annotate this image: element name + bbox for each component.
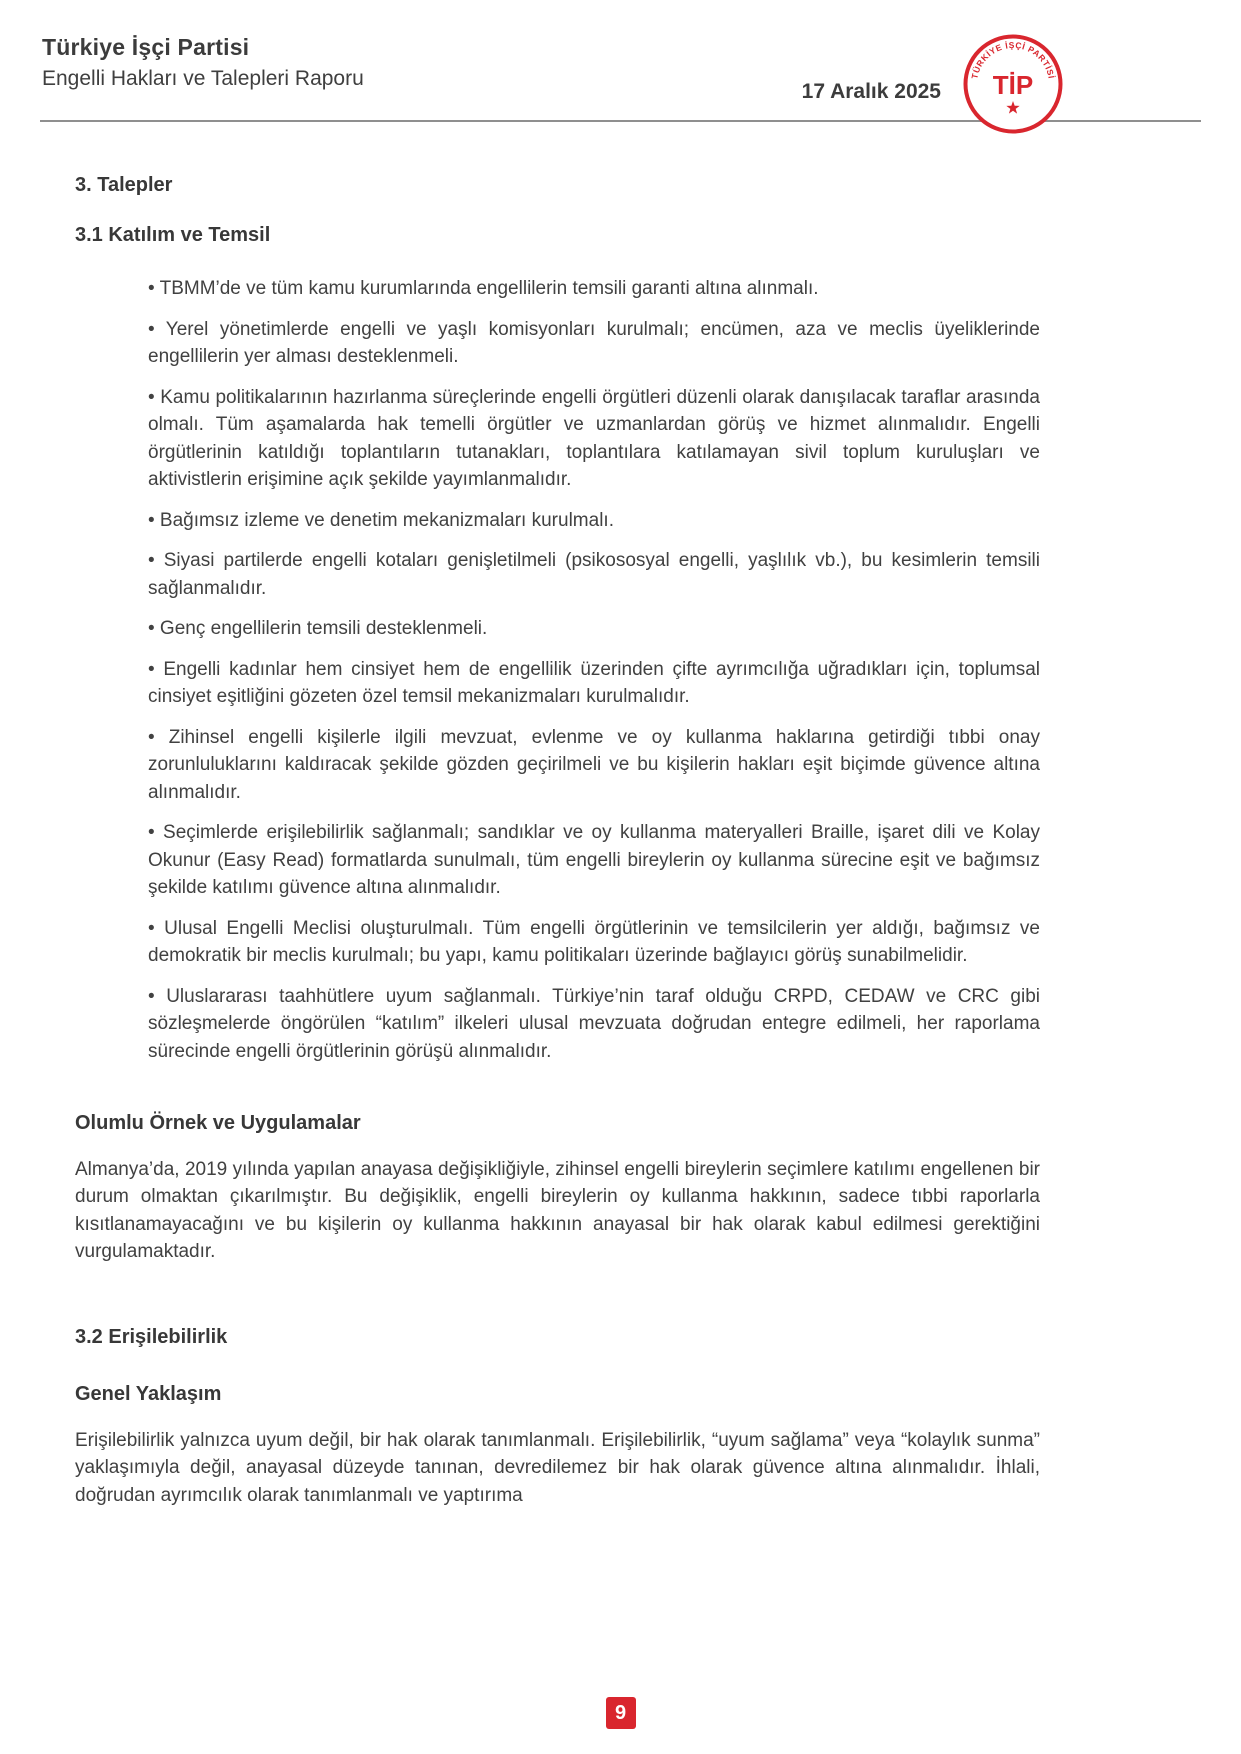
subsection-heading-erisilebilirlik: 3.2 Erişilebilirlik <box>75 1325 228 1348</box>
bullet-item: • Siyasi partilerde engelli kotaları genişletilmeli (psikososyal engelli, yaşlılık vb.), bu kesimlerin temsili sağlanmalıdır. <box>148 550 1040 599</box>
org-name: Türkiye İşçi Partisi <box>42 34 250 60</box>
bullet-item: • Genç engellilerin temsili desteklenmeli. <box>148 618 488 639</box>
page-number-badge: 9 <box>606 1697 636 1729</box>
bullet-item: • Engelli kadınlar hem cinsiyet hem de engellilik üzerinden çifte ayrımcılığa uğradıkları için, toplumsal cinsiyet eşitliğini gözeten özel temsil mekanizmaları kurulmalıdır. <box>148 658 1040 707</box>
bullet-item: • TBMM’de ve tüm kamu kurumlarında engellilerin temsili garanti altına alınmalı. <box>148 278 819 299</box>
report-title: Engelli Hakları ve Talepleri Raporu <box>42 67 364 90</box>
page-header <box>0 0 1241 134</box>
bullet-item: • Ulusal Engelli Meclisi oluşturulmalı. Tüm engelli örgütlerinin ve temsilcilerin yer aldığı, bağımsız ve demokratik bir meclis kurulmalı; bu yapı, kamu politikaları üzerinde bağlayıcı görüş sunabilmelidir. <box>148 917 1040 966</box>
heading-genel-yaklasim: Genel Yaklaşım <box>75 1383 222 1405</box>
logo-acronym: TİP <box>992 70 1034 100</box>
header-titles <box>42 34 364 91</box>
subsection-heading-katilim-ve-temsil: 3.1 Katılım ve Temsil <box>75 223 271 246</box>
approach-paragraph: Erişilebilirlik yalnızca uyum değil, bir hak olarak tanımlanmalı. Erişilebilirlik, “uyum sağlama” veya “kolaylık sunma” yaklaşımıyla değil, anayasal düzeyde tanınan, devredilemez bir hak olarak güvence altına alınmalıdır. İhlali, doğrudan ayrımcılık olarak tanımlanmalı ve yaptırıma <box>75 1429 1040 1506</box>
example-paragraph: Almanya’da, 2019 yılında yapılan anayasa değişikliğiyle, zihinsel engelli bireylerin seçimlere katılımı engellenen bir durum olmaktan çıkarılmıştır. Bu değişiklik, engelli bireylerin oy kullanma hakkının, sadece tıbbi raporlarla kısıtlanamayacağını ve bu kişilerin oy kullanma hakkının anayasal bir hak olarak kabul edilmesi gerektiğini vurgulamaktadır. <box>75 1158 1040 1262</box>
bullet-item: • Seçimlerde erişilebilirlik sağlanmalı; sandıklar ve oy kullanma materyalleri Braille, işaret dili ve Kolay Okunur (Easy Read) formatlarda sunulmalı, tüm engelli bireylerin oy kullanma sürecine eşit ve bağımsız şekilde katılımı güvence altına alınmalıdır. <box>148 822 1040 898</box>
bullet-item: • Kamu politikalarının hazırlanma süreçlerinde engelli örgütleri düzenli olarak danışılacak taraflar arasında olmalı. Tüm aşamalarda hak temelli örgütler ve uzmanlardan görüş ve hizmet alınmalıdır. Engelli örgütlerinin katıldığı toplantıların tutanakları, toplantılara katılamayan sivil toplum kuruluşları ve aktivistlerin erişimine açık şekilde yayımlanmalıdır. <box>148 386 1040 490</box>
heading-olumlu-ornek: Olumlu Örnek ve Uygulamalar <box>75 1112 361 1134</box>
bullet-item: • Zihinsel engelli kişilerle ilgili mevzuat, evlenme ve oy kullanma haklarına getirdiği tıbbi onay zorunluluklarını kaldıracak şekilde gözden geçirilmeli ve bu kişilerin hakları eşit biçimde güvence altına alınmalıdır. <box>148 726 1040 803</box>
report-date: 17 Aralık 2025 <box>801 80 941 103</box>
party-logo <box>963 34 1063 134</box>
bullet-item: • Yerel yönetimlerde engelli ve yaşlı komisyonları kurulmalı; encümen, aza ve meclis üyeliklerinde engellilerin yer alması desteklenmeli. <box>148 318 1040 367</box>
section-heading-talepler: 3. Talepler <box>75 174 173 196</box>
bullet-item: • Uluslararası taahhütlere uyum sağlanmalı. Türkiye’nin taraf olduğu CRPD, CEDAW ve CRC gibi sözleşmelerde öngörülen “katılım” ilkeleri ulusal mevzuata doğrudan entegre edilmeli, her raporlama sürecinde engelli örgütlerinin görüşü alınmalıdır. <box>148 985 1040 1062</box>
bullet-item: • Bağımsız izleme ve denetim mekanizmaları kurulmalı. <box>148 509 614 531</box>
report-body <box>75 172 1040 1509</box>
logo-circular-text: TÜRKİYE İŞÇİ PARTİSİ <box>969 39 1057 80</box>
bullet-list <box>148 275 1040 1065</box>
tip-logo-icon <box>963 34 1063 134</box>
